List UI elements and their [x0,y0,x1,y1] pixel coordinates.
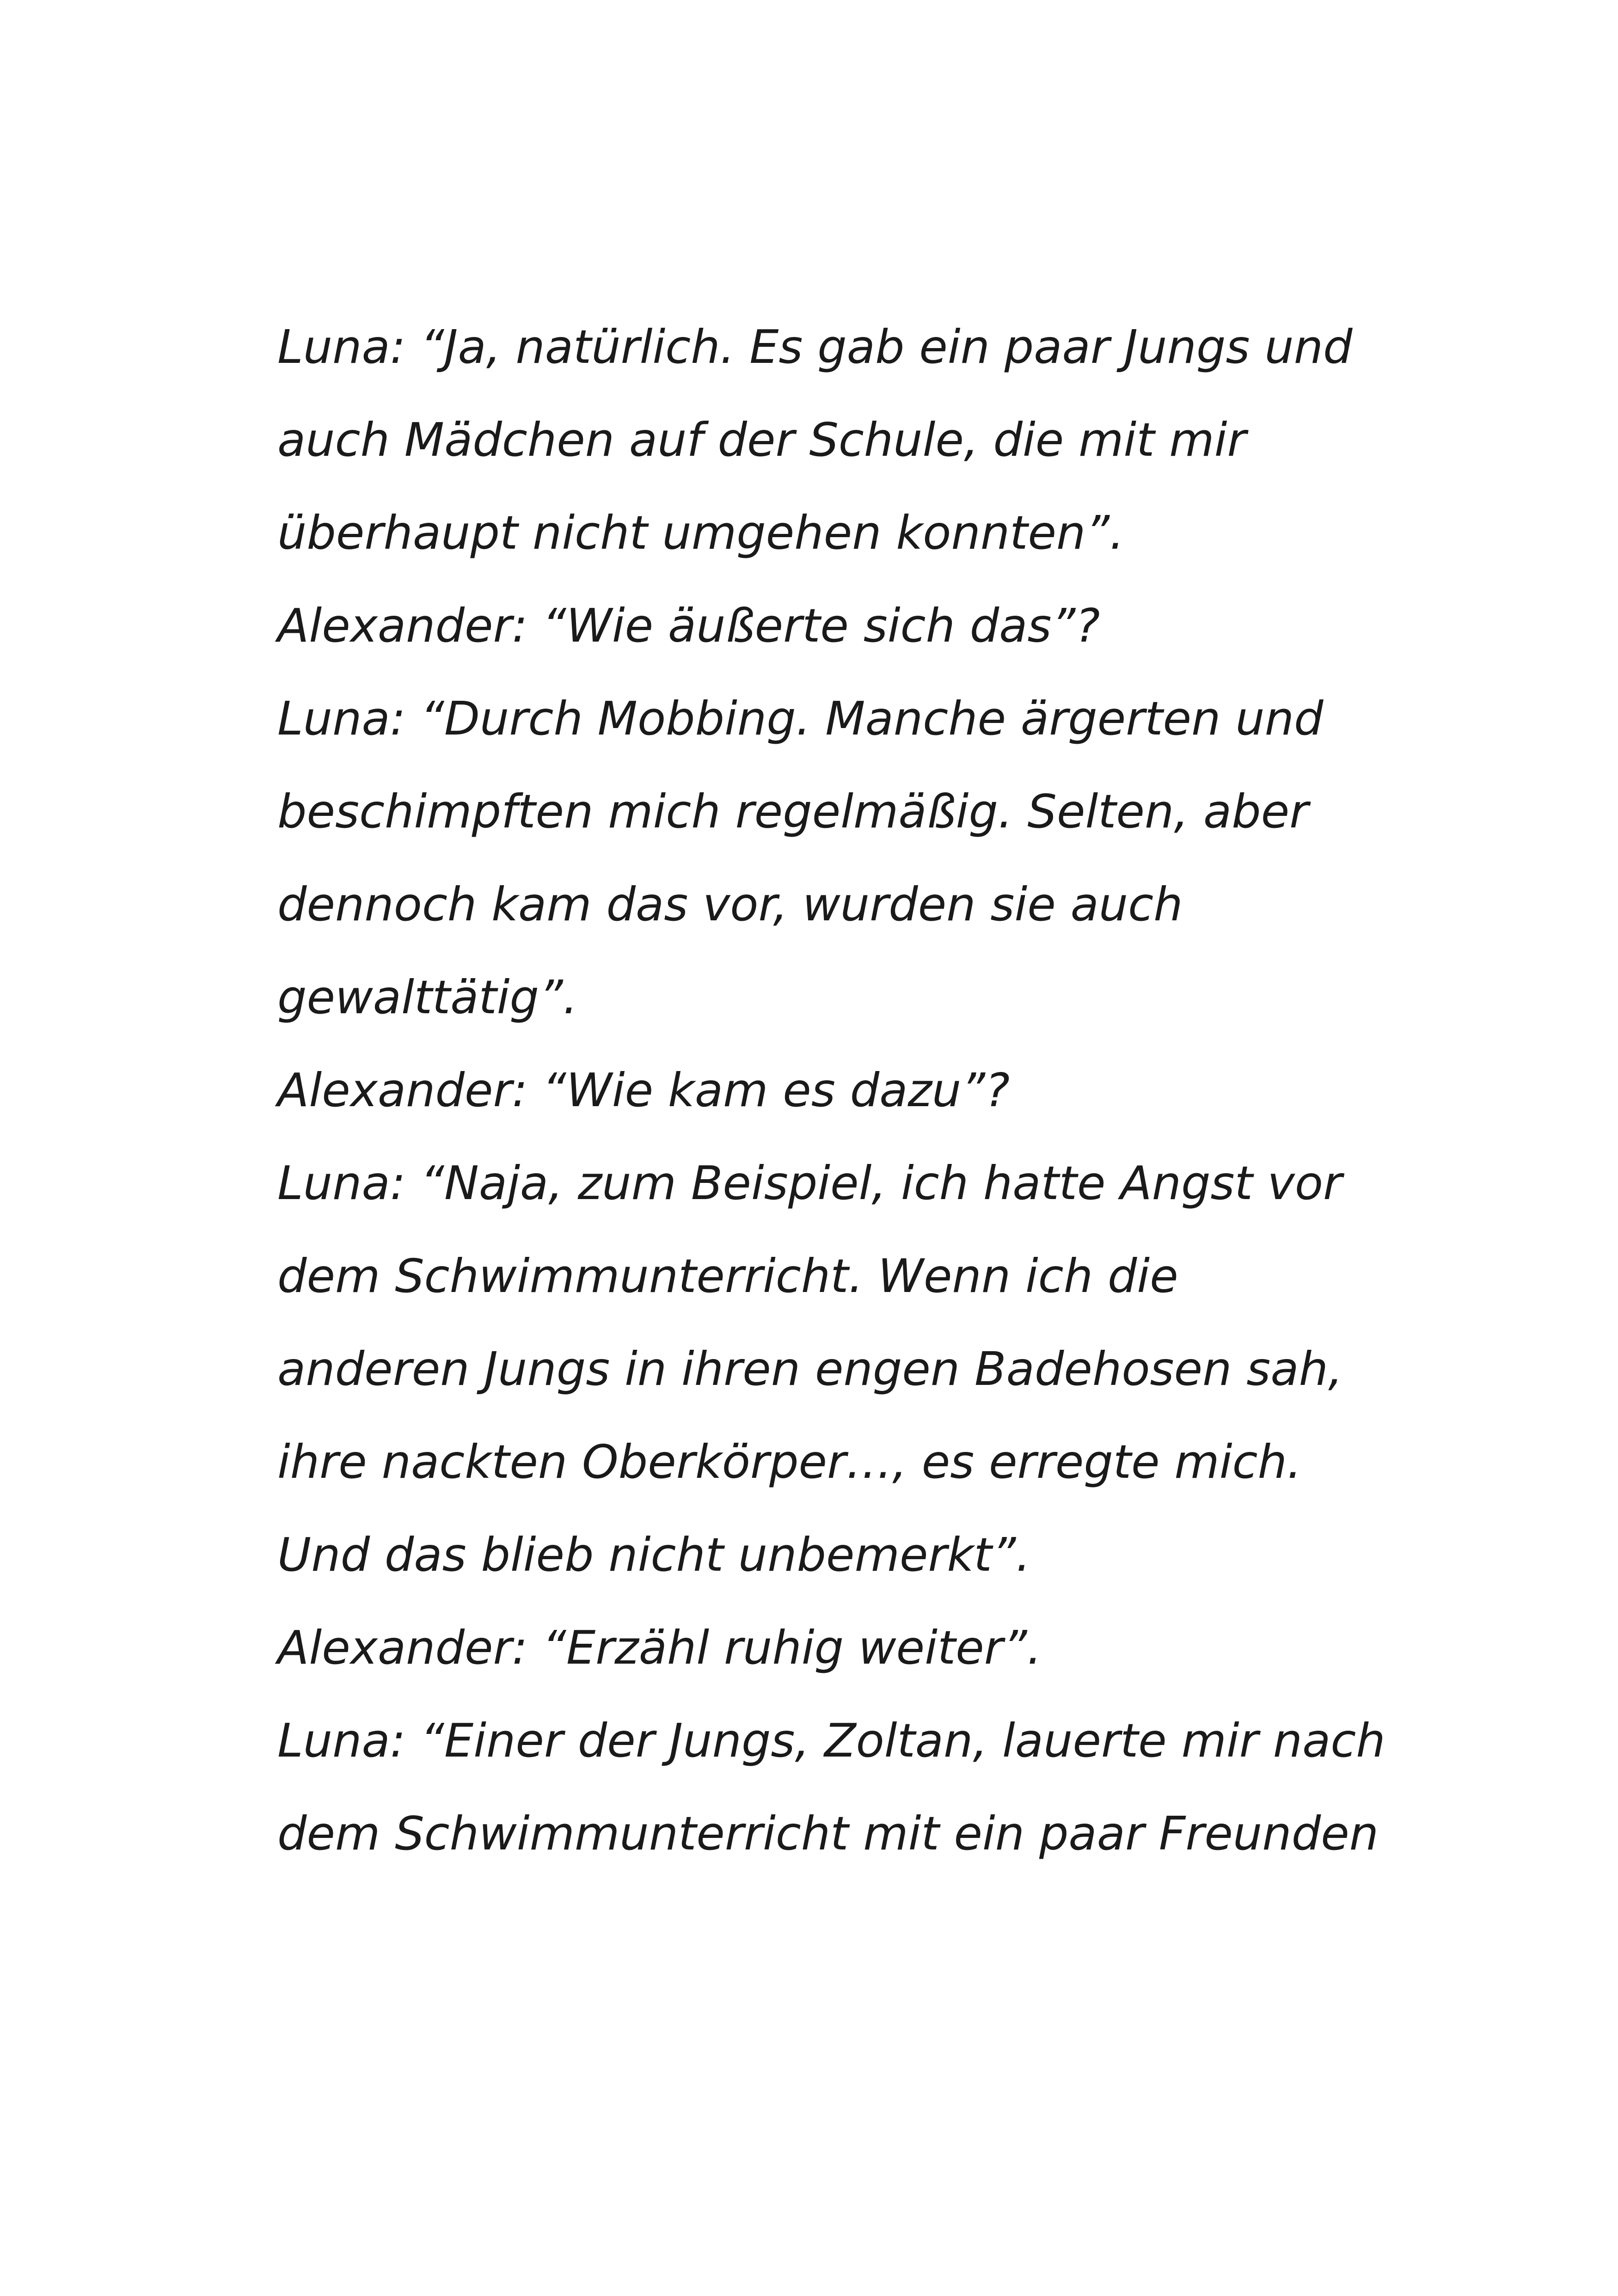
text-line: Alexander: “Wie äußerte sich das”? [277,599,1100,653]
text-line: beschimpften mich regelmäßig. Selten, aber [277,784,1309,839]
dialogue-text-block [277,300,1433,1880]
text-line: dem Schwimmunterricht. Wenn ich die [277,1249,1178,1303]
text-line: Alexander: “Erzähl ruhig weiter”. [277,1621,1042,1675]
text-line: Alexander: “Wie kam es dazu”? [277,1063,1010,1117]
text-line: gewalttätig”. [277,970,578,1024]
text-line: Und das blieb nicht unbemerkt”. [277,1528,1031,1582]
text-line: Luna: “Durch Mobbing. Manche ärgerten und [277,692,1324,746]
text-line: überhaupt nicht umgehen konnten”. [277,506,1124,560]
text-line: auch Mädchen auf der Schule, die mit mir [277,413,1246,467]
text-line: Luna: “Einer der Jungs, Zoltan, lauerte mir nach [277,1714,1385,1768]
text-line: anderen Jungs in ihren engen Badehosen sah, [277,1342,1343,1396]
text-line: Luna: “Naja, zum Beispiel, ich hatte Angst vor [277,1156,1342,1210]
text-line: dem Schwimmunterricht mit ein paar Freunden [277,1806,1379,1861]
text-line: ihre nackten Oberkörper…, es erregte mich. [277,1435,1302,1489]
text-line: dennoch kam das vor, wurden sie auch [277,877,1183,931]
text-line: Luna: “Ja, natürlich. Es gab ein paar Jungs und [277,320,1353,374]
